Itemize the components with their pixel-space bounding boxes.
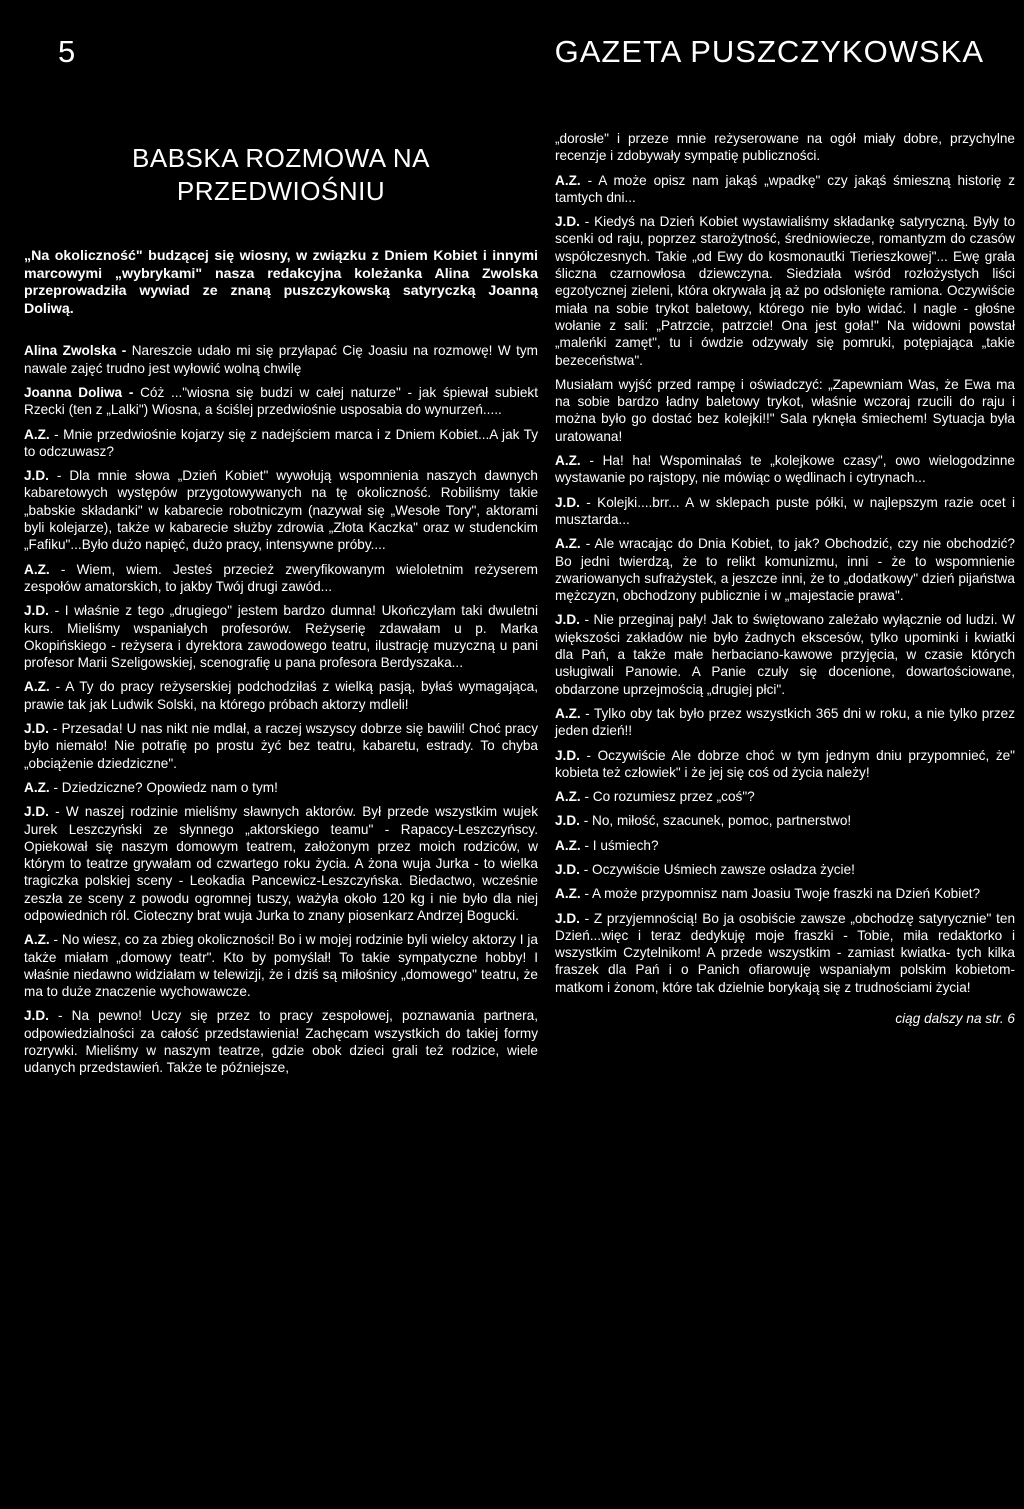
paragraph-text: - Kiedyś na Dzień Kobiet wystawialiśmy składankę satyryczną. Były to scenki od raju, poprzez starożytność, średniowiecze, romantyzm do czasów współczesnych. Takie „od Ewy do kosmonautki Tierieszkowej"... Ewę grała śliczna czarnowłosa dziewczyna. Siedziała wśród rozłożystych liści egzotycznej zieleni, która okrywała ją aż po odsłonięte ramiona. Oczywiście miała na sobie trykot baletowy, którego nie było widać. I nagle - głośne wołanie z sali: „Patrzcie, patrzcie! Ona jest goła!" Na widowni powstał „maleńki zamęt", tu i ówdzie odzywały się pomruki, potępiająca „takie bezeceństwa". bbox=[555, 214, 1015, 368]
paragraph-text: - Ha! ha! Wspominałaś te „kolejkowe czasy", owo wielogodzinne wystawanie po rajstopy, nie mówiąc o wędlinach i cytrynach... bbox=[555, 453, 1015, 486]
interview-paragraph bbox=[24, 602, 538, 671]
speaker-label: J.D. bbox=[24, 1008, 49, 1024]
interview-paragraph bbox=[555, 130, 1015, 165]
interview-paragraph bbox=[555, 172, 1015, 207]
interview-paragraph bbox=[555, 494, 1015, 529]
speaker-label: J.D. bbox=[24, 804, 49, 820]
right-column bbox=[555, 130, 1015, 1027]
speaker-label: A.Z. bbox=[555, 536, 581, 552]
paragraph-text: - W naszej rodzinie mieliśmy sławnych aktorów. Był przede wszystkim wujek Jurek Leszczyński ze słynnego „aktorskiego teamu" - Rapaccy-Leszczyńscy. Opiekował się naszym domowym teatrem, założonym przez moich rodziców, w którym to teatrze grywałam od czwartego roku życia. A żona wuja Jurka - to wielka tragiczka polskiej sceny - Leokadia Pancewicz-Leszczyńska. Biedactwo, wcześnie zeszła ze sceny z powodu ogromnej tuszy, ważyła około 120 kg i nie było dla niej odpowiednich ról. Cioteczny brat wuja Jurka to znany piosenkarz Andrzej Bogucki. bbox=[24, 804, 538, 923]
speaker-label: J.D. bbox=[555, 214, 580, 230]
interview-paragraph bbox=[555, 535, 1015, 604]
speaker-label: A.Z. bbox=[555, 453, 581, 469]
interview-paragraph bbox=[555, 788, 1015, 805]
speaker-label: J.D. bbox=[555, 494, 580, 510]
paragraph-text: - A może przypomnisz nam Joasiu Twoje fraszki na Dzień Kobiet? bbox=[580, 886, 981, 902]
paragraph-text: - Przesada! U nas nikt nie mdlał, a raczej wszyscy dobrze się bawili! Choć pracy było niemało! Nie potrafię po prostu żyć bez teatru, kabaretu, estrady. To chyba „obciążenie dziedziczne". bbox=[24, 721, 538, 771]
interview-paragraph bbox=[555, 747, 1015, 782]
speaker-label: J.D. bbox=[555, 612, 580, 628]
headline-line-1: BABSKA ROZMOWA NA bbox=[132, 143, 430, 173]
speaker-label: A.Z. bbox=[555, 886, 581, 902]
page-number: 5 bbox=[58, 34, 77, 69]
interview-paragraph bbox=[555, 837, 1015, 854]
interview-paragraph bbox=[555, 213, 1015, 369]
interview-paragraph bbox=[24, 678, 538, 713]
speaker-label: A.Z. bbox=[24, 426, 50, 442]
paragraph-text: Nareszcie udało mi się przyłapać Cię Joasiu na rozmowę! W tym nawale zajęć trudno jest wyłowić wolną chwilę bbox=[24, 343, 539, 376]
speaker-label: J.D. bbox=[24, 721, 49, 737]
interview-paragraph bbox=[555, 376, 1015, 445]
speaker-label: J.D. bbox=[555, 813, 580, 829]
interview-paragraph bbox=[555, 611, 1015, 697]
paragraph-text: - Mnie przedwiośnie kojarzy się z nadejściem marca i z Dniem Kobiet...A jak Ty to odczuwasz? bbox=[24, 426, 538, 459]
paragraph-text: Musiałam wyjść przed rampę i oświadczyć: „Zapewniam Was, że Ewa ma na sobie bardzo ładny baletowy trykot, właśnie wczoraj rzucili do raju i można było go dostać bez kolejki!!" Sala ryknęła śmiechem! Sytuacja była uratowana! bbox=[555, 376, 1015, 444]
paragraph-text: - Kolejki....brr... A w sklepach puste półki, w najlepszym razie ocet i musztarda... bbox=[555, 494, 1015, 527]
paragraph-text: - A Ty do pracy reżyserskiej podchodziłaś z wielką pasją, byłaś wymagająca, prawie tak jak Ludwik Solski, na którego próbach aktorzy mdleli! bbox=[24, 679, 538, 712]
paragraph-text: - Wiem, wiem. Jesteś przecież zweryfikowanym wieloletnim reżyserem zespołów amatorskich, to jakby Twój drugi zawód... bbox=[24, 561, 538, 594]
speaker-label: A.Z. bbox=[555, 705, 581, 721]
left-column bbox=[24, 130, 538, 1084]
interview-paragraph bbox=[24, 426, 538, 461]
paragraph-text: - Ale wracając do Dnia Kobiet, to jak? Obchodzić, czy nie obchodzić? Bo jedni twierdzą, że to relikt komunizmu, inni - że to wspomnienie zwariowanych sufrażystek, a jeszcze inni, że to „dodatkowy" dzień pijaństwa mężczyzn, obchodzony publicznie i w „majestacie prawa". bbox=[555, 536, 1015, 604]
paragraph-text: - Tylko oby tak było przez wszystkich 365 dni w roku, a nie tylko przez jeden dzień!! bbox=[555, 705, 1015, 739]
interview-paragraph bbox=[24, 384, 538, 419]
paragraph-text: - No wiesz, co za zbieg okoliczności! Bo i w mojej rodzinie byli wielcy aktorzy I ja także miałam „domowy teatr". Kto by pomyślał! To takie sympatyczne hobby! I właśnie niedawno widziałam w telewizji, że i dziś są miłośnicy „domowego" teatru, że ma to duże znaczenie wychowawcze. bbox=[24, 932, 538, 1000]
speaker-label: A.Z. bbox=[24, 561, 50, 577]
interview-paragraph bbox=[555, 910, 1015, 996]
interview-paragraph bbox=[24, 342, 538, 377]
paragraph-text: - Dziedziczne? Opowiedz nam o tym! bbox=[49, 779, 278, 795]
paragraph-text: - No, miłość, szacunek, pomoc, partnerstwo! bbox=[579, 813, 852, 829]
interview-paragraph bbox=[555, 812, 1015, 829]
paragraph-text: - A może opisz nam jakąś „wpadkę" czy jakąś śmieszną historię z tamtych dni... bbox=[555, 172, 1015, 205]
interview-paragraph bbox=[555, 452, 1015, 487]
paragraph-text: - Nie przeginaj pały! Jak to świętowano zależało wyłącznie od ludzi. W większości zakładów nie było żadnych ekscesów, tylko upominki i kwiatki dla Pań, a także małe herbaciano-kawowe przyjęcia, w czasie których usługiwali Panowie. A Panie czuły się docenione, dowartościowane, obdarzone uprzejmością „drugiej płci". bbox=[555, 612, 1015, 697]
interview-paragraph bbox=[555, 885, 1015, 902]
speaker-label: A.Z. bbox=[555, 837, 581, 853]
left-paragraphs bbox=[24, 342, 538, 1076]
paragraph-text: - I właśnie z tego „drugiego" jestem bardzo dumna! Ukończyłam taki dwuletni kurs. Mieliśmy wspaniałych profesorów. Reżyserię zdawałam u p. Marka Okopińskiego - reżysera i dyrektora zawodowego teatru, ilustrację muzyczną u pani profesor Marii Szeligowskiej, scenografię u pana profesora Berdyszaka... bbox=[24, 603, 538, 671]
speaker-label: J.D. bbox=[24, 603, 49, 619]
paragraph-text: - Na pewno! Uczy się przez to pracy zespołowej, poznawania partnera, odpowiedzialności za całość przedstawienia! Zachęcam wszystkich do takiej formy rozrywki. Mieliśmy w naszym teatrze, gdzie obok dzieci grali też rodzice, wiele udanych przedstawień. Także te późniejsze, bbox=[24, 1008, 538, 1076]
paragraph-text: - Z przyjemnością! Bo ja osobiście zawsze „obchodzę satyrycznie" ten Dzień...więc i teraz dedykuję moje fraszki - Tobie, miła redaktorko i wszystkim Czytelnikom! A przede wszystkim - zamiast kwiatka- tych kilka fraszek dla Pań i o Panich ofiarowuję wspaniałym polskim kobietom- matkom i żonom, które tak dzielnie borykają się z trudnościami życia! bbox=[555, 910, 1015, 995]
paragraph-text: - Oczywiście Ale dobrze choć w tym jednym dniu przypomnieć, że" kobieta też człowiek" i że jej się coś od życia należy! bbox=[555, 747, 1015, 780]
speaker-label: Joanna Doliwa - bbox=[24, 384, 134, 400]
speaker-label: A.Z. bbox=[24, 779, 50, 795]
speaker-label: J.D. bbox=[555, 910, 580, 926]
paragraph-text: - Dla mnie słowa „Dzień Kobiet" wywołują wspomnienia naszych dawnych kabaretowych występów przygotowywanych na tę okoliczność. Robiliśmy takie „babskie składanki" w kabarecie robotniczym (nazywał się „Wesołe Tory", aktorami byli kolejarze), także w kabarecie służby zdrowia „Złota Kaczka" oraz w studenckim „Fafiku"...Było dużo napięć, dużo pracy, intensywne próby.... bbox=[24, 468, 538, 553]
interview-paragraph bbox=[555, 705, 1015, 740]
paragraph-text: - I uśmiech? bbox=[580, 837, 659, 853]
paragraph-text: - Co rozumiesz przez „coś"? bbox=[580, 789, 755, 805]
speaker-label: J.D. bbox=[555, 861, 580, 877]
speaker-label: A.Z. bbox=[24, 932, 50, 948]
continuation-note: ciąg dalszy na str. 6 bbox=[895, 1011, 1015, 1027]
right-paragraphs bbox=[555, 130, 1015, 996]
speaker-label: J.D. bbox=[555, 747, 580, 763]
page-header bbox=[0, 0, 1024, 100]
interview-paragraph bbox=[24, 803, 538, 924]
paragraph-text: „dorosłe" i przeze mnie reżyserowane na ogół miały dobre, przychylne recenzje i zdobywały sympatię publiczności. bbox=[555, 131, 1015, 164]
interview-paragraph bbox=[555, 861, 1015, 878]
speaker-label: J.D. bbox=[24, 468, 49, 484]
headline-line-2: PRZEDWIOŚNIU bbox=[176, 176, 386, 206]
paragraph-text: - Oczywiście Uśmiech zawsze osładza życie! bbox=[579, 861, 855, 877]
speaker-label: A.Z. bbox=[555, 172, 581, 188]
speaker-label: A.Z. bbox=[24, 679, 50, 695]
interview-paragraph bbox=[24, 561, 538, 596]
interview-paragraph bbox=[24, 1007, 538, 1076]
interview-paragraph bbox=[24, 467, 538, 553]
article-headline bbox=[24, 142, 538, 208]
paragraph-text: Cóż ..."wiosna się budzi w całej naturze" - jak śpiewał subiekt Rzecki (ten z „Lalki") Wiosna, a ściślej przedwiośnie usposabia do wynurzeń..... bbox=[24, 384, 538, 418]
article-lead: „Na okoliczność" budzącej się wiosny, w związku z Dniem Kobiet i innymi marcowymi „wybrykami" nasza redakcyjna koleżanka Alina Zwolska przeprowadziła wywiad ze znaną puszczykowską satyryczką Joanną Doliwą. bbox=[24, 248, 538, 317]
interview-paragraph bbox=[24, 779, 538, 796]
interview-paragraph bbox=[24, 720, 538, 772]
speaker-label: Alina Zwolska - bbox=[24, 343, 127, 359]
publication-title: GAZETA PUSZCZYKOWSKA bbox=[554, 34, 984, 69]
interview-paragraph bbox=[24, 931, 538, 1000]
speaker-label: A.Z. bbox=[555, 789, 581, 805]
